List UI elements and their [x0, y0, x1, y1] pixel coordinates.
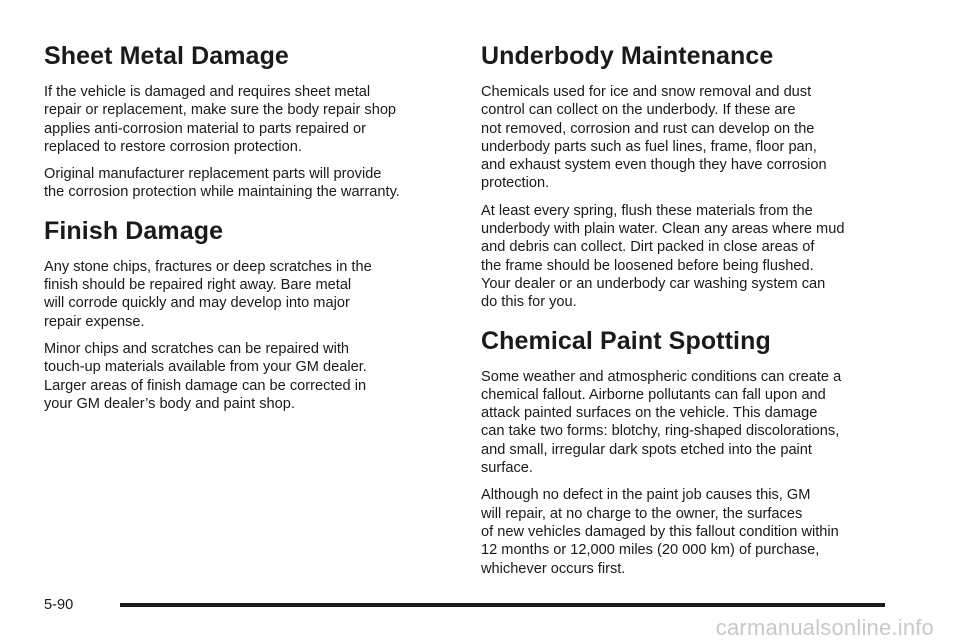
heading-sheet-metal-damage: Sheet Metal Damage — [44, 42, 289, 70]
page-number: 5-90 — [44, 597, 74, 613]
section-chemical-paint-spotting — [481, 325, 901, 578]
paragraph: Minor chips and scratches can be repaired with touch-up materials available from your GM dealer. Larger areas of finish damage can be corrected in your GM dealer’s body and paint shop. — [44, 340, 367, 412]
paragraph: Any stone chips, fractures or deep scratches in the finish should be repaired right away. Bare metal will corrode quickly and may develop into major repair expense. — [44, 258, 372, 330]
section-underbody-maintenance — [481, 40, 901, 312]
paragraph: Original manufacturer replacement parts will provide the corrosion protection while maintaining the warranty. — [44, 166, 400, 201]
footer-rule — [120, 603, 885, 607]
heading-underbody-maintenance: Underbody Maintenance — [481, 42, 774, 70]
paragraph: At least every spring, flush these materials from the underbody with plain water. Clean any areas where mud and debris can collect. Dirt packed in close areas of the frame should be loosened before being flushed. Your dealer or an underbody car washing system can do this for you. — [481, 202, 845, 311]
paragraph: Chemicals used for ice and snow removal and dust control can collect on the underbody. If these are not removed, corrosion and rust can develop on the underbody parts such as fuel lines, frame, floor pan, and exhaust system even though they have corrosion protection. — [481, 84, 827, 192]
paragraph: Although no defect in the paint job causes this, GM will repair, at no charge to the owner, the surfaces of new vehicles damaged by this fallout condition within 12 months or 12,000 miles (20 000 km) of purchase, whichever occurs first. — [481, 487, 839, 577]
section-finish-damage — [44, 215, 456, 413]
paragraph: If the vehicle is damaged and requires sheet metal repair or replacement, make sure the body repair shop applies anti-corrosion material to parts repaired or replaced to restore corrosion protection. — [44, 84, 397, 155]
section-sheet-metal-damage — [44, 40, 456, 202]
left-column — [44, 40, 456, 422]
heading-finish-damage: Finish Damage — [44, 216, 224, 245]
paragraph: Some weather and atmospheric conditions can create a chemical fallout. Airborne pollutants can fall upon and attack painted surfaces on the vehicle. This damage can take two forms: blotchy, ring-shaped discolorations, and small, irregular dark spots etched into the paint surface. — [481, 368, 842, 477]
heading-chemical-paint-spotting: Chemical Paint Spotting — [481, 326, 771, 355]
right-column — [481, 40, 901, 587]
watermark-logo: carmanualsonline.info — [715, 615, 934, 640]
